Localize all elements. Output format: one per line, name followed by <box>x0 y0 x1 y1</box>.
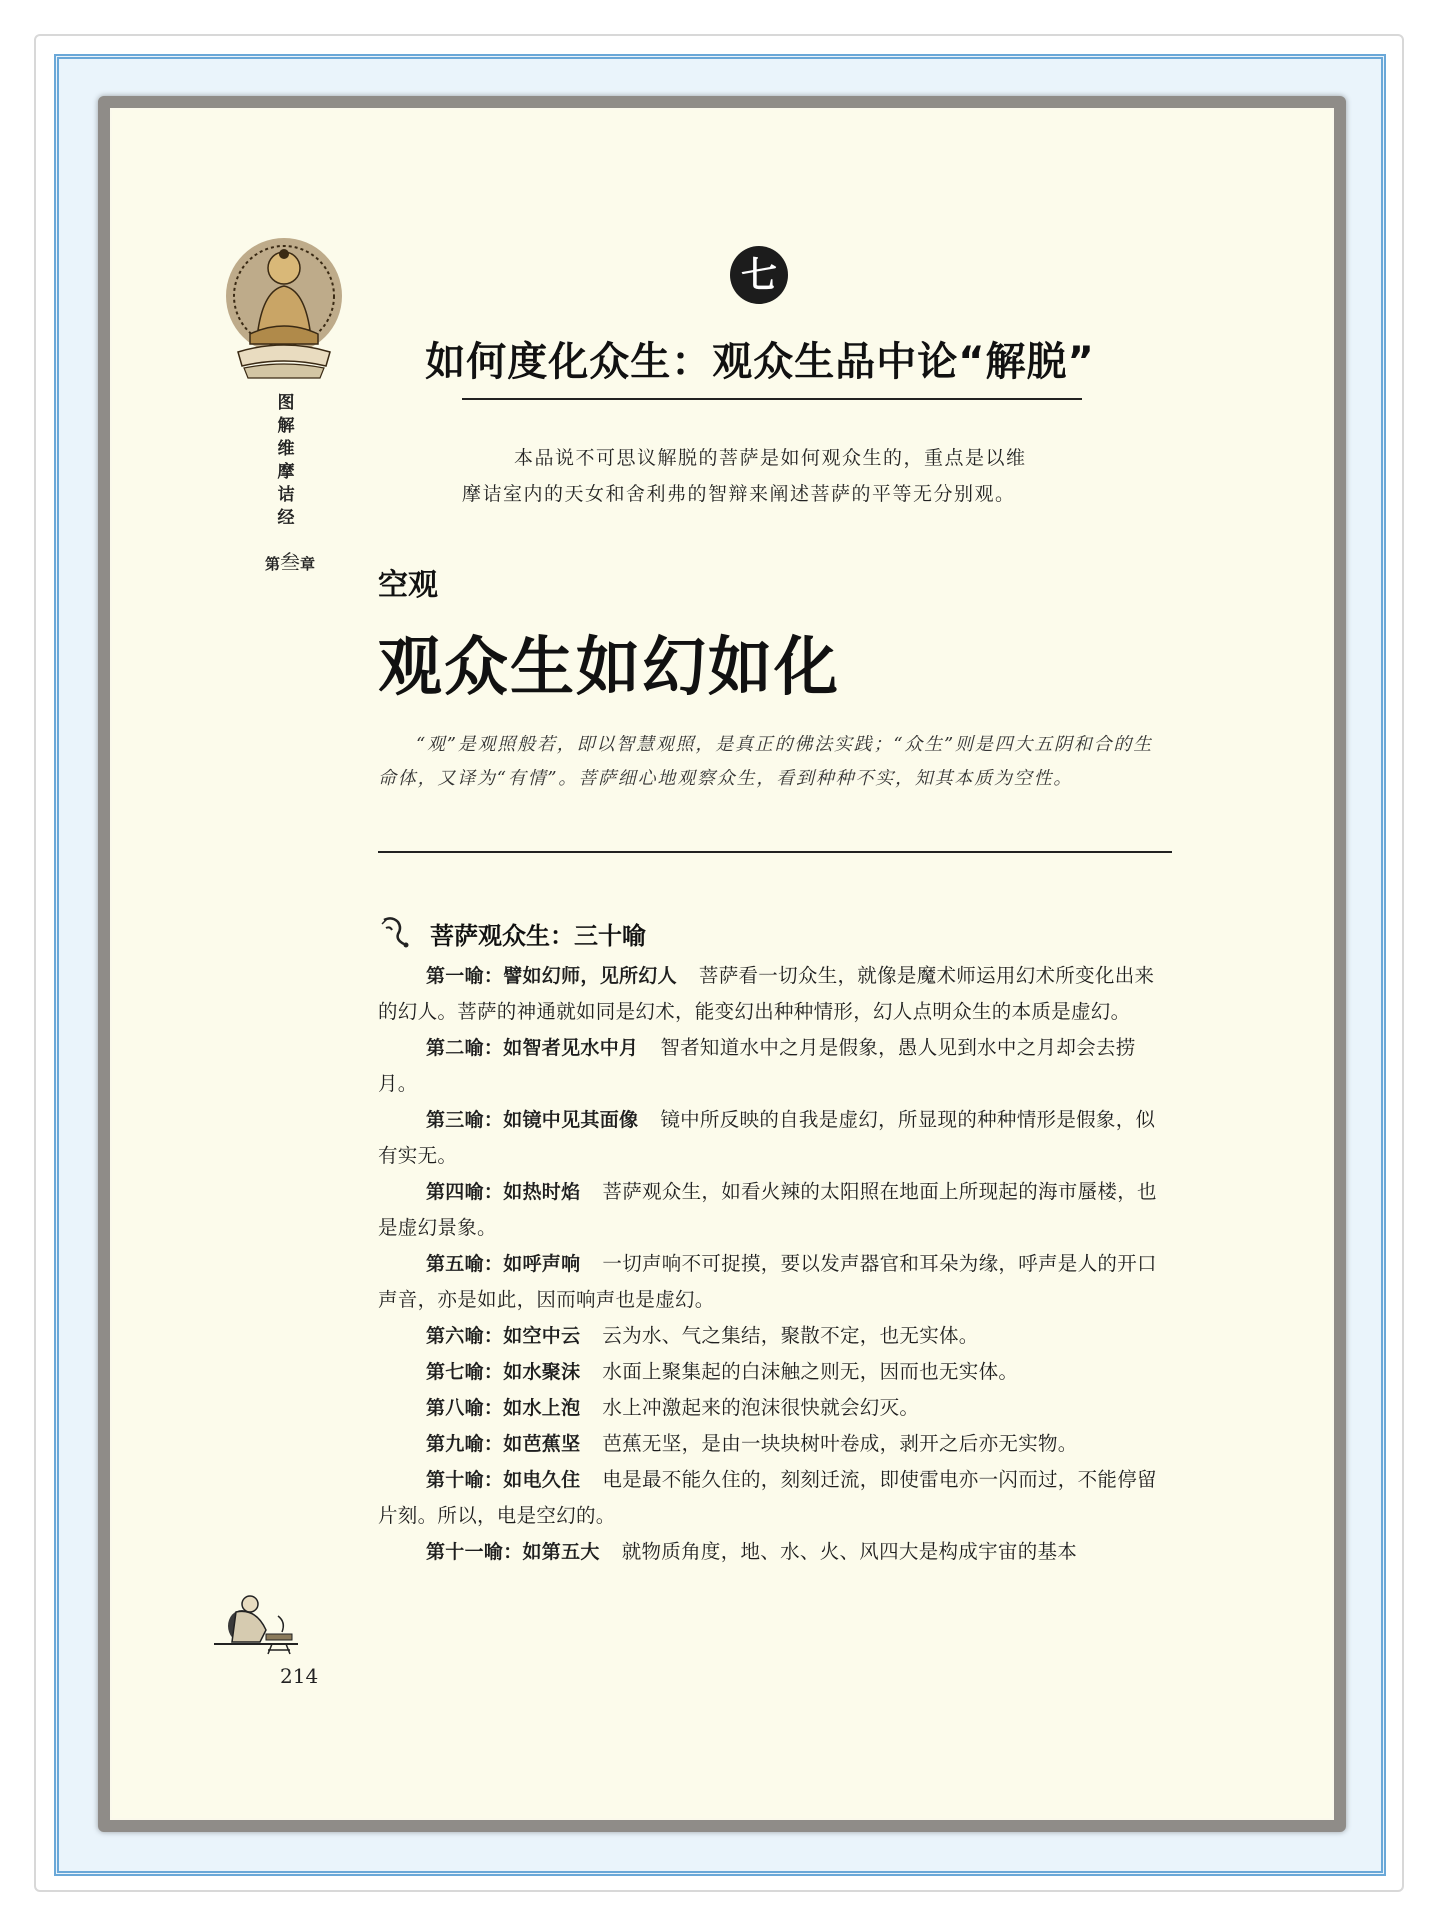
metaphor-lead: 第六喻：如空中云 <box>426 1325 581 1347</box>
chapter-intro <box>462 440 1082 512</box>
metaphor-lead: 第十一喻：如第五大 <box>426 1541 600 1563</box>
metaphor-paragraph <box>378 1354 1170 1390</box>
title-divider <box>462 398 1082 400</box>
metaphor-paragraph <box>378 1426 1170 1462</box>
metaphor-paragraph <box>378 1462 1170 1534</box>
metaphor-text: 水上冲激起来的泡沫很快就会幻灭。 <box>602 1396 920 1419</box>
chapter-label <box>250 546 330 575</box>
metaphor-lead: 第八喻：如水上泡 <box>426 1397 581 1419</box>
metaphor-paragraph <box>378 1390 1170 1426</box>
side-title-char: 维 <box>277 439 295 459</box>
intro-line: 摩诘室内的天女和舍利弗的智辩来阐述菩萨的平等无分别观。 <box>462 483 1016 505</box>
metaphor-paragraph <box>378 1030 1170 1102</box>
metaphor-paragraph <box>378 1534 1170 1570</box>
metaphor-text: 一切声响不可捉摸，要以发声器官和耳朵为缘，呼声是人的开口声音，亦是如此，因而响声也是虚幻。 <box>378 1252 1157 1311</box>
chapter-prefix: 第 <box>264 555 280 573</box>
metaphor-lead: 第三喻：如镜中见其面像 <box>426 1109 639 1131</box>
chapter-suffix: 章 <box>300 555 316 573</box>
section-intro-text: “观”是观照般若，即以智慧观照，是真正的佛法实践；“众生”则是四大五阴和合的生命体，又译为“有情”。菩萨细心地观察众生，看到种种不实，知其本质为空性。 <box>378 734 1154 789</box>
side-title-char: 诘 <box>277 485 295 505</box>
metaphor-text: 菩萨看一切众生，就像是魔术师运用幻术所变化出来的幻人。菩萨的神通就如同是幻术，能变幻出种种情形，幻人点明众生的本质是虚幻。 <box>378 964 1155 1023</box>
metaphor-paragraph <box>378 958 1170 1030</box>
metaphor-lead: 第七喻：如水聚沫 <box>426 1361 581 1383</box>
buddha-illustration-icon <box>214 234 354 382</box>
metaphor-text: 电是最不能久住的，刻刻迁流，即使雷电亦一闪而过，不能停留片刻。所以，电是空幻的。 <box>378 1468 1157 1527</box>
metaphor-text: 就物质角度，地、水、火、风四大是构成宇宙的基本 <box>621 1540 1078 1563</box>
metaphor-text: 水面上聚集起的白沫触之则无，因而也无实体。 <box>602 1360 1019 1383</box>
body-text <box>378 958 1170 1570</box>
metaphor-text: 芭蕉无坚，是由一块块树叶卷成，剥开之后亦无实物。 <box>602 1432 1078 1455</box>
metaphor-lead: 第九喻：如芭蕉坚 <box>426 1433 581 1455</box>
metaphor-text: 智者知道水中之月是假象，愚人见到水中之月却会去捞月。 <box>378 1036 1136 1095</box>
metaphor-lead: 第一喻：譬如幻师，见所幻人 <box>426 965 677 987</box>
side-title-char: 解 <box>277 416 295 436</box>
brush-ornament-icon <box>378 912 416 950</box>
side-book-title <box>274 392 298 530</box>
metaphor-lead: 第四喻：如热时焰 <box>426 1181 581 1203</box>
chapter-number: 叁 <box>280 550 300 574</box>
scholar-illustration-icon <box>206 1586 306 1656</box>
subsection-heading: 菩萨观众生：三十喻 <box>430 922 646 950</box>
side-title-char: 经 <box>277 508 295 528</box>
metaphor-text: 云为水、气之集结，聚散不定，也无实体。 <box>602 1324 979 1347</box>
page-title: 如何度化众生：观众生品中论“解脱” <box>425 339 1095 385</box>
metaphor-lead: 第十喻：如电久住 <box>426 1469 581 1491</box>
metaphor-text: 菩萨观众生，如看火辣的太阳照在地面上所现起的海市蜃楼，也是虚幻景象。 <box>378 1180 1157 1239</box>
intro-line: 本品说不可思议解脱的菩萨是如何观众生的，重点是以维 <box>514 447 1027 469</box>
metaphor-paragraph <box>378 1102 1170 1174</box>
section-number-badge: 七 <box>730 246 788 304</box>
metaphor-lead: 第二喻：如智者见水中月 <box>426 1037 639 1059</box>
metaphor-lead: 第五喻：如呼声响 <box>426 1253 581 1275</box>
section-title: 观众生如幻如化 <box>378 630 840 705</box>
section-divider <box>378 851 1172 853</box>
side-title-char: 摩 <box>277 462 295 482</box>
page-number: 214 <box>280 1664 319 1688</box>
metaphor-paragraph <box>378 1246 1170 1318</box>
side-title-char: 图 <box>277 393 295 413</box>
section-intro <box>378 728 1170 796</box>
section-kicker: 空观 <box>378 568 438 603</box>
metaphor-paragraph <box>378 1174 1170 1246</box>
metaphor-paragraph <box>378 1318 1170 1354</box>
metaphor-text: 镜中所反映的自我是虚幻，所显现的种种情形是假象，似有实无。 <box>378 1108 1156 1167</box>
